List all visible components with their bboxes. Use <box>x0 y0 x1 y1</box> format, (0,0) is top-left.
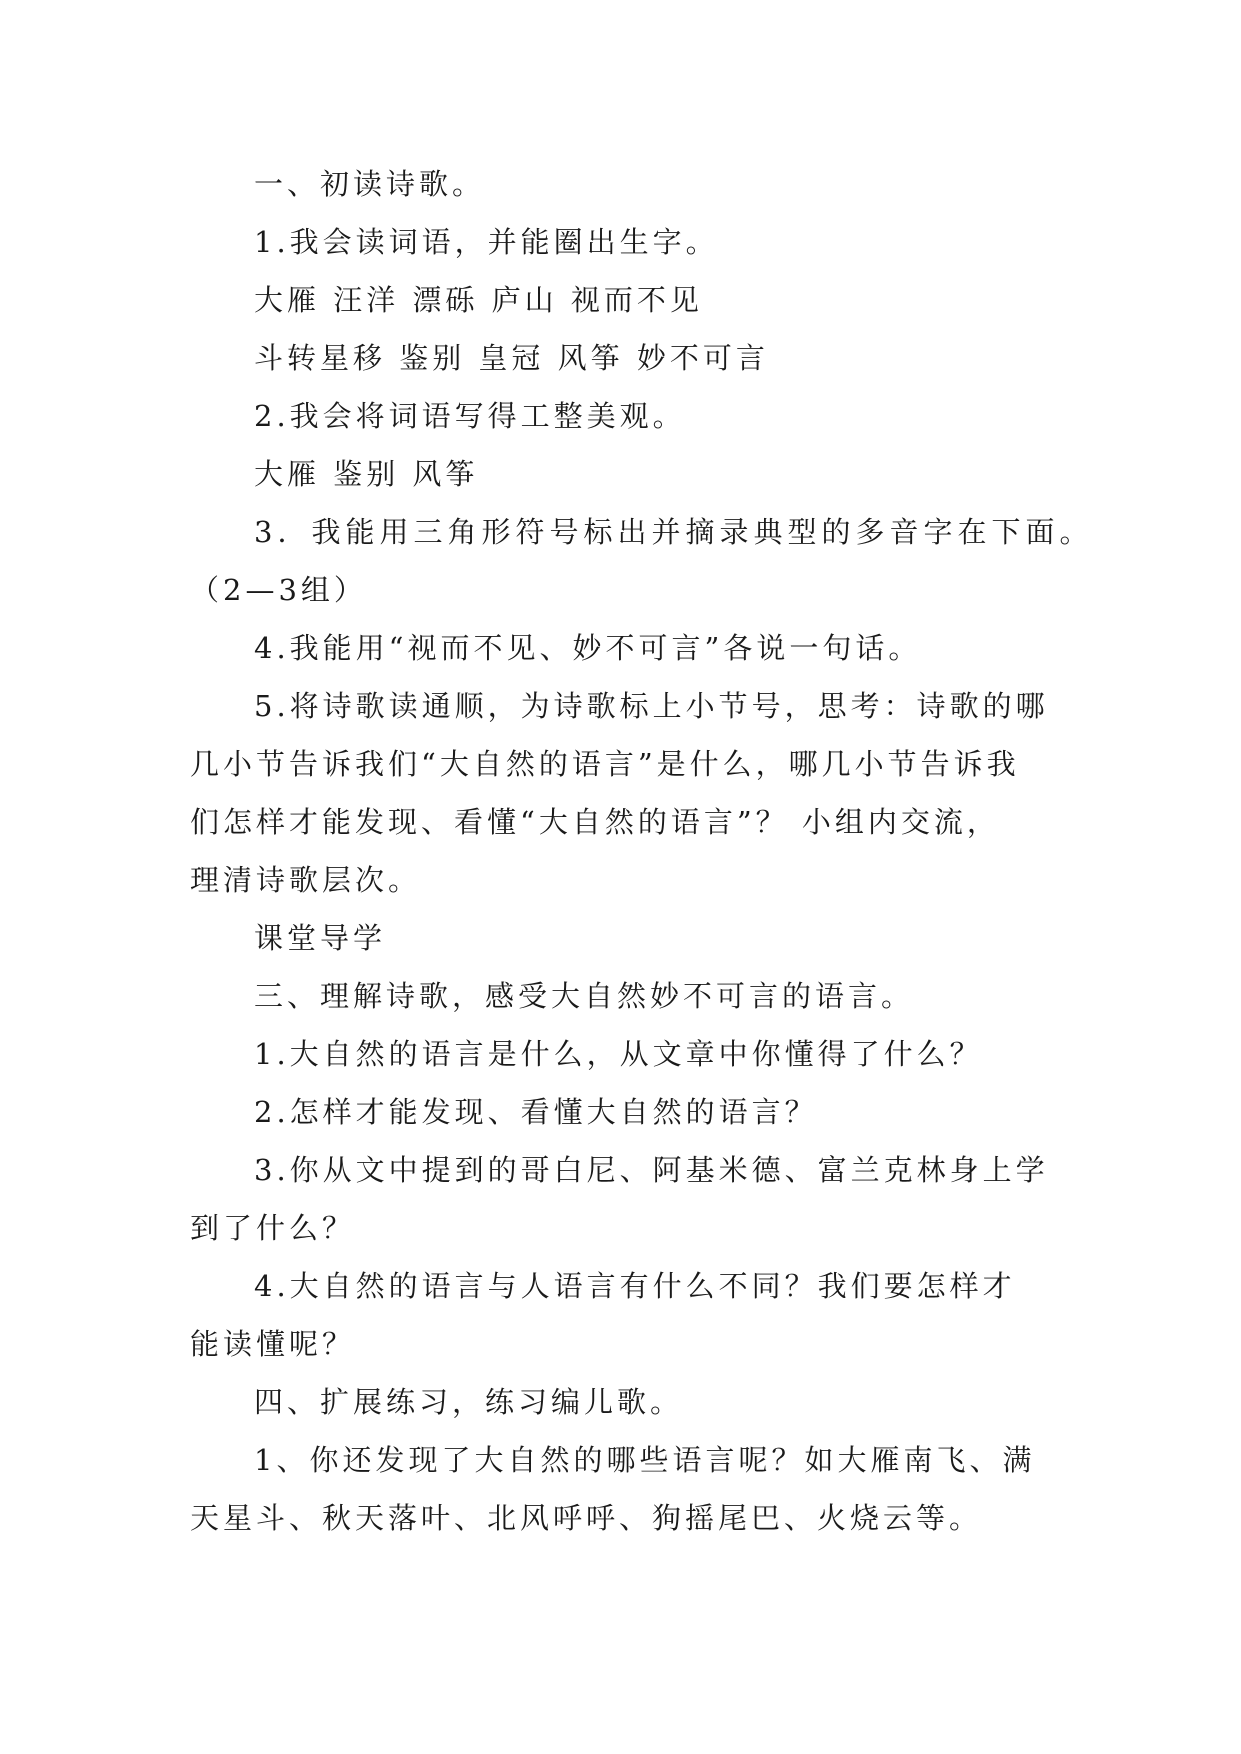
word-list-3: 大雁 鉴别 风筝 <box>254 457 479 491</box>
task-3-polyphonic: 3．我能用三角形符号标出并摘录典型的多音字在下面。 <box>254 515 1094 549</box>
heading-understand-poem: 三、理解诗歌，感受大自然妙不可言的语言。 <box>254 979 915 1013</box>
question-4-line-1: 4.大自然的语言与人语言有什么不同？我们要怎样才 <box>254 1269 1016 1303</box>
question-2: 2.怎样才能发现、看懂大自然的语言？ <box>254 1095 818 1129</box>
word-list-1: 大雁 汪洋 漂砾 庐山 视而不见 <box>254 283 703 317</box>
task-3-groups: （2—3组） <box>190 573 367 607</box>
question-3-line-2: 到了什么？ <box>190 1211 356 1245</box>
practice-1-line-2: 天星斗、秋天落叶、北风呼呼、狗摇尾巴、火烧云等。 <box>190 1501 983 1535</box>
task-5-line-1: 5.将诗歌读通顺，为诗歌标上小节号，思考：诗歌的哪 <box>254 689 1049 723</box>
task-5-line-2: 几小节告诉我们“大自然的语言”是什么，哪几小节告诉我 <box>190 747 1020 781</box>
heading-extension-practice: 四、扩展练习，练习编儿歌。 <box>254 1385 684 1419</box>
task-5-line-3: 们怎样才能发现、看懂“大自然的语言”？ 小组内交流， <box>190 805 1000 839</box>
heading-first-reading: 一、初读诗歌。 <box>254 167 486 201</box>
task-1-read-words: 1.我会读词语，并能圈出生字。 <box>254 225 719 259</box>
heading-classroom-guide: 课堂导学 <box>254 921 387 955</box>
task-2-write-words: 2.我会将词语写得工整美观。 <box>254 399 686 433</box>
question-3-line-1: 3.你从文中提到的哥白尼、阿基米德、富兰克林身上学 <box>254 1153 1049 1187</box>
practice-1-line-1: 1、你还发现了大自然的哪些语言呢？如大雁南飞、满 <box>254 1443 1036 1477</box>
task-5-line-4: 理清诗歌层次。 <box>190 863 422 897</box>
word-list-2: 斗转星移 鉴别 皇冠 风筝 妙不可言 <box>254 341 769 375</box>
question-4-line-2: 能读懂呢？ <box>190 1327 356 1361</box>
task-4-sentences: 4.我能用“视而不见、妙不可言”各说一句话。 <box>254 631 922 665</box>
question-1: 1.大自然的语言是什么，从文章中你懂得了什么？ <box>254 1037 983 1071</box>
